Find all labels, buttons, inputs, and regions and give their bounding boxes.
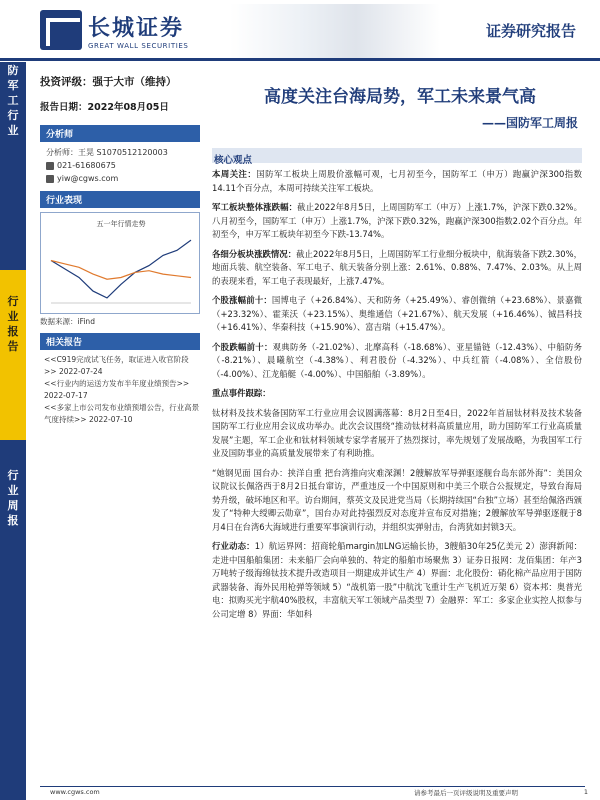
paragraph-top-losers (212, 341, 582, 382)
header-divider (0, 58, 600, 61)
side-label-report: 行 业 报 告 (7, 295, 19, 353)
paragraph-text: 截止2022年8月5日，上周国防军工行业细分板块中，航海装备下跌2.30%，地面兵装、航空装备、军工电子、航天装备分别上涨：2.61%、0.88%、7.47%、2.03%。从上周的表现来看，军工电子表现最好，上涨7.47%。 (212, 248, 582, 286)
paragraph-label: 个股涨幅前十： (212, 295, 272, 305)
logo-chinese-name: 长城证券 (88, 15, 185, 41)
paragraph-text: 国博电子（+26.84%）、天和防务（+25.49%）、睿创微纳（+23.68%）、景嘉微（+23.32%）、霍莱沃（+23.15%）、奥维通信（+21.67%）、航天发展（+16.46%）、铖昌科技（+16.41%）、华秦科技（+15.90%）、富吉瑞（+15.47%）。 (212, 295, 582, 332)
paragraph-top-gainers (212, 294, 582, 335)
page-header (0, 0, 600, 62)
side-label-industry: 防 军 工 行 业 (7, 64, 19, 137)
paragraph-label: 重点事件跟踪： (212, 388, 271, 398)
trend-chart-title: 五一年行情走势 (96, 220, 146, 228)
trend-section-header: 行业表现 (40, 191, 200, 208)
logo-icon (40, 10, 82, 50)
paragraph-event-titanium: 钛材料及技术装备国防军工行业应用会议圆满落幕：8月2日至4日，2022年首届钛材料及技术装备国防军工行业应用会议成功举办。此次会议围绕“推动钛材料高质量应用，助力国防军工行业高质量发展”主题，军工企业和钛材料领域专家学者展开了热烈探讨，率先规划了发展战略，为我国军工行业及国防事业的高质量发展带来了有利助推。 (212, 407, 582, 458)
analyst-email[interactable]: yiw@cgws.com (57, 174, 119, 183)
related-report-item[interactable]: <<多家上市公司发布业绩预增公告，行业高景气度持续>> 2022-07-10 (44, 403, 200, 424)
report-title: 高度关注台海局势，军工未来景气高 (264, 87, 536, 107)
company-logo (40, 8, 222, 52)
left-sidebar (40, 74, 200, 426)
side-label-weekly: 行 业 周 报 (7, 469, 19, 527)
paragraph-sector-change (212, 201, 582, 242)
footer-divider (40, 786, 585, 787)
page-number: 1 (583, 788, 588, 796)
related-reports (40, 354, 200, 426)
analyst-name: 分析师：王晃 S1070512120003 (46, 148, 168, 157)
analyst-section-header: 分析师 (40, 125, 200, 142)
logo-english-name: GREAT WALL SECURITIES (88, 41, 189, 50)
chart-source: 数据来源：iFind (40, 317, 95, 326)
side-strip (0, 0, 26, 800)
analyst-info (40, 142, 200, 191)
paragraph-label: 本周关注： (212, 169, 257, 179)
analyst-phone: 021-61680675 (57, 161, 116, 170)
paragraph-label: 个股跌幅前十： (212, 341, 273, 352)
paragraph-text: 截止2022年8月5日，上周国防军工（申万）上涨1.7%，沪深下跌0.32%。八月初至今，国防军工（申万）上涨1.7%，沪深下跌0.32%，跑赢沪深300指数2.02个百分点。年初至今，申万军工板块年初至今下跌-13.74%。 (212, 202, 582, 239)
report-body (212, 168, 582, 627)
report-type: 证券研究报告 (485, 22, 576, 40)
series-line-1 (51, 261, 191, 280)
related-report-item[interactable]: <<C919完成试飞任务，取证进入收官阶段>> 2022-07-24 (44, 355, 189, 376)
paragraph-event-taiwan: “她钢见面 国台办：挟洋自重 把台湾推向灾难深渊！2艘解放军导弹驱逐舰台岛东部外海”：美国众议院议长佩洛西于8月2日抵台窜访，严重违反一个中国原则和中美三个联合公报规定，导致台海局势升级，破坏地区和平。访台期间，蔡英文及民进党当局（长期持续国“台独”立场）甚至给佩洛西颁发了“特种大绶卿云勋章”，国台办对此持强烈反对态度并宣布反对措施；2艘解放军导弹驱逐舰于8月4日在台湾6大海域进行重要军事演训行动，并组织实弹射击，台湾犹如封锁3天。 (212, 467, 582, 532)
phone-icon (46, 162, 54, 170)
paragraph-text: 观典防务（-21.02%）、北摩高科（-18.68%）、亚星锚链（-12.43%）、中船防务（-8.21%）、晨曦航空（-4.38%）、利君股份（-4.32%）、中兵红箭（-4.08%）、全信股份（-4.00%）、江龙船艇（-4.00%）、中国船舶（-3.89%）。 (212, 341, 583, 379)
core-view-header (212, 148, 582, 166)
paragraph-text: 1）航运界网：招商轮船margin加LNG运输长协，3艘船30年25亿美元 2）澎湃新闻：走进中国船舶集团：未来船厂会向单独的、特定的船舶市场聚焦 3）证券日报网：龙佰集团：年产3万吨转子级海绵钛技术提升改造项目一期建成并试生产 4）界面：北化股份：硝化棉产品应用于国防武器装备、海外民用枪弹等领域 5）“战机第一股”中航沈飞重计生产飞机近万架 6）资本邦：奥普光电：拟购买光宇航40%股权，丰富航天军工领域产品类型 7）金融界：军工：多家企业实控人拟参与公司定增 8）界面：华如科 (212, 541, 583, 619)
paragraph-label: 行业动态： (212, 541, 255, 551)
footer-disclaimer: 请参考最后一页评级说明及重要声明 (414, 789, 518, 797)
email-icon (46, 175, 54, 183)
paragraph-events-heading (212, 387, 582, 401)
paragraph-subsector (212, 248, 582, 289)
paragraph-label: 各细分板块涨跌情况： (212, 248, 297, 259)
core-view-label: 核心观点 (214, 155, 253, 166)
paragraph-focus (212, 168, 582, 195)
footer-url[interactable]: www.cgws.com (50, 788, 100, 796)
paragraph-industry-news (212, 540, 582, 621)
series-line-0 (51, 240, 191, 298)
report-subtitle: ——国防军工周报 (481, 116, 578, 130)
paragraph-label: 军工板块整体涨跌幅： (212, 202, 298, 212)
trend-chart (40, 212, 200, 314)
paragraph-text: 国防军工板块上周股价涨幅可观，七月初至今，国防军工（申万）跑赢沪深300指数14.11个百分点，本周可持续关注军工板块。 (212, 169, 583, 193)
related-report-item[interactable]: <<行业内的运送方发布半年度业绩预告>> 2022-07-17 (44, 379, 190, 400)
related-section-header: 相关报告 (40, 333, 200, 350)
header-banner-image (230, 4, 440, 58)
report-date: 报告日期：2022年08月05日 (40, 102, 169, 113)
investment-rating: 投资评级：强于大市（维持） (40, 76, 177, 88)
